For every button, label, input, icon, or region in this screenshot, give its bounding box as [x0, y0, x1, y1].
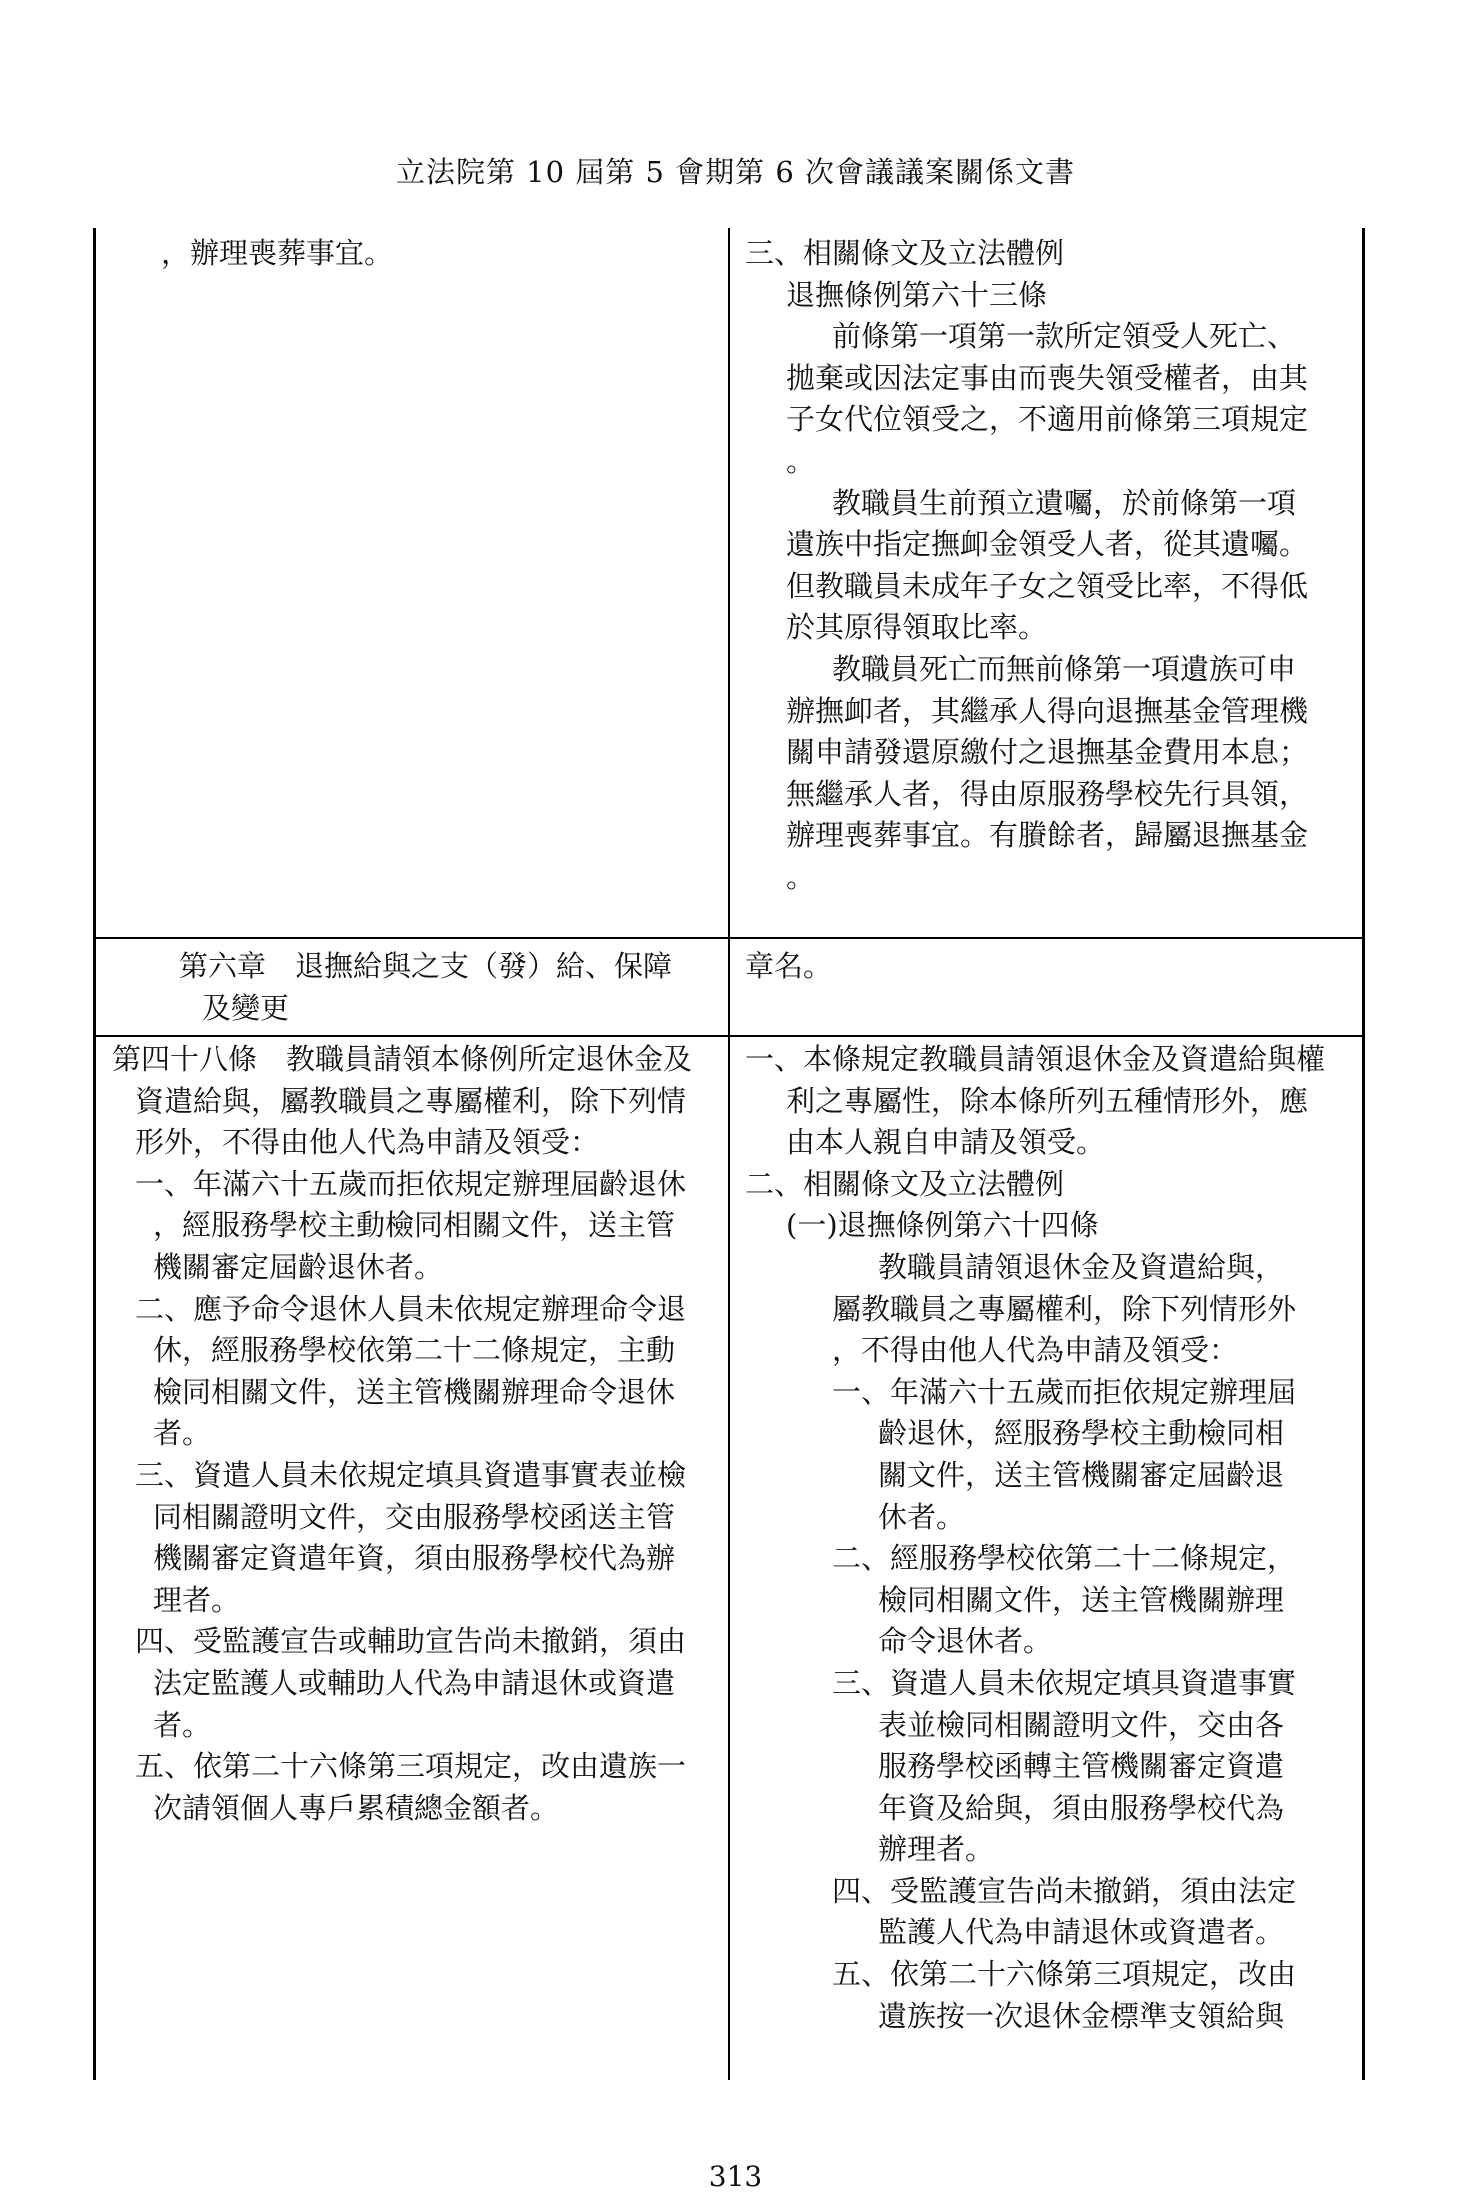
text-line: 退撫條例第六十三條: [786, 277, 1048, 312]
text-line: 休者。: [878, 1499, 966, 1534]
text-line: 年資及給與，須由服務學校代為: [878, 1790, 1285, 1825]
text-line: 四、受監護宣告尚未撤銷，須由法定: [832, 1873, 1297, 1908]
text-line: 資遣給與，屬教職員之專屬權利，除下列情: [135, 1083, 687, 1118]
text-line: 及變更: [202, 990, 290, 1025]
table-middle-divider: [728, 228, 730, 2080]
text-line: 齡退休，經服務學校主動檢同相: [878, 1416, 1285, 1451]
text-line: 機關審定屆齡退休者。: [153, 1249, 444, 1284]
page-header: 立法院第 10 屆第 5 會期第 6 次會議議案關係文書: [395, 155, 1076, 189]
row-divider: [93, 1035, 1365, 1037]
text-line: 前條第一項第一款所定領受人死亡、: [832, 319, 1297, 354]
text-line: 章名。: [745, 949, 833, 983]
right-cell: [745, 946, 1355, 988]
text-line: 由本人親自申請及領受。: [786, 1125, 1106, 1160]
text-line: 於其原得領取比率。: [786, 610, 1048, 645]
text-line: 一、年滿六十五歲而拒依規定辦理屆: [832, 1374, 1297, 1409]
text-line: 理者。: [153, 1582, 241, 1617]
text-line: 辦理者。: [878, 1832, 995, 1867]
text-line: 二、經服務學校依第二十二條規定，: [832, 1541, 1297, 1576]
text-line: 辦理喪葬事宜。有賸餘者，歸屬退撫基金: [786, 818, 1309, 853]
left-cell: [112, 1039, 717, 1829]
text-line: 命令退休者。: [878, 1624, 1053, 1659]
text-line: 第四十八條 教職員請領本條例所定退休金及: [112, 1042, 693, 1076]
text-line: 形外，不得由他人代為申請及領受：: [135, 1125, 600, 1160]
text-line: 者。: [153, 1707, 212, 1742]
text-line: 拋棄或因法定事由而喪失領受權者，由其: [786, 360, 1309, 395]
text-line: 教職員請領退休金及資遣給與，: [878, 1249, 1285, 1284]
text-line: ，辦理喪葬事宜。: [161, 236, 394, 270]
text-line: 表並檢同相關證明文件，交由各: [878, 1707, 1285, 1742]
text-line: 子女代位領受之，不適用前條第三項規定: [786, 402, 1309, 437]
left-cell: [115, 233, 715, 275]
text-line: 檢同相關文件，送主管機關辦理: [878, 1582, 1285, 1617]
right-cell: [745, 1039, 1355, 2037]
text-line: 遺族按一次退休金標準支領給與: [878, 1998, 1285, 2033]
text-line: 第六章 退撫給與之支（發）給、保障: [179, 949, 673, 983]
text-line: (一)退撫條例第六十四條: [786, 1208, 1099, 1243]
text-line: 屬教職員之專屬權利，除下列情形外: [832, 1291, 1297, 1326]
text-line: 五、依第二十六條第三項規定，改由遺族一: [135, 1749, 687, 1784]
text-line: 無繼承人者，得由原服務學校先行具領，: [786, 776, 1309, 811]
row-divider: [93, 937, 1365, 939]
right-cell: [745, 233, 1355, 899]
text-line: 關文件，送主管機關審定屆齡退: [878, 1457, 1285, 1492]
text-line: 機關審定資遣年資，須由服務學校代為辦: [153, 1541, 676, 1576]
text-line: 三、資遣人員未依規定填具資遣事實表並檢: [135, 1457, 687, 1492]
text-line: 關申請發還原繳付之退撫基金費用本息；: [786, 735, 1309, 770]
text-line: 三、相關條文及立法體例: [745, 236, 1065, 270]
text-line: 教職員生前預立遺囑，於前條第一項: [832, 485, 1297, 520]
text-line: 檢同相關文件，送主管機關辦理命令退休: [153, 1374, 676, 1409]
text-line: 法定監護人或輔助人代為申請退休或資遣: [153, 1665, 676, 1700]
text-line: 同相關證明文件，交由服務學校函送主管: [153, 1499, 676, 1534]
text-line: ，不得由他人代為申請及領受：: [832, 1333, 1239, 1368]
text-line: 五、依第二十六條第三項規定，改由: [832, 1957, 1297, 1992]
text-line: 監護人代為申請退休或資遣者。: [878, 1915, 1285, 1950]
text-line: 教職員死亡而無前條第一項遺族可申: [832, 651, 1297, 686]
text-line: 二、應予命令退休人員未依規定辦理命令退: [135, 1291, 687, 1326]
text-line: 。: [786, 443, 816, 478]
text-line: 遺族中指定撫卹金領受人者，從其遺囑。: [786, 527, 1309, 562]
text-line: ，經服務學校主動檢同相關文件，送主管: [153, 1208, 676, 1243]
text-line: 一、年滿六十五歲而拒依規定辦理屆齡退休: [135, 1166, 687, 1201]
left-cell: [115, 946, 715, 1029]
table-left-border: [93, 228, 96, 2080]
text-line: 辦撫卹者，其繼承人得向退撫基金管理機: [786, 693, 1309, 728]
text-line: 利之專屬性，除本條所列五種情形外，應: [786, 1083, 1309, 1118]
table-right-border: [1362, 228, 1365, 2080]
text-line: 一、本條規定教職員請領退休金及資遣給與權: [745, 1042, 1326, 1076]
text-line: 。: [786, 859, 816, 894]
text-line: 服務學校函轉主管機關審定資遣: [878, 1749, 1285, 1784]
text-line: 次請領個人專戶累積總金額者。: [153, 1790, 560, 1825]
text-line: 四、受監護宣告或輔助宣告尚未撤銷，須由: [135, 1624, 687, 1659]
page-number: 313: [708, 2160, 763, 2193]
text-line: 但教職員未成年子女之領受比率，不得低: [786, 568, 1309, 603]
text-line: 三、資遣人員未依規定填具資遣事實: [832, 1665, 1297, 1700]
text-line: 者。: [153, 1416, 212, 1451]
text-line: 休，經服務學校依第二十二條規定，主動: [153, 1333, 676, 1368]
text-line: 二、相關條文及立法體例: [745, 1166, 1065, 1201]
